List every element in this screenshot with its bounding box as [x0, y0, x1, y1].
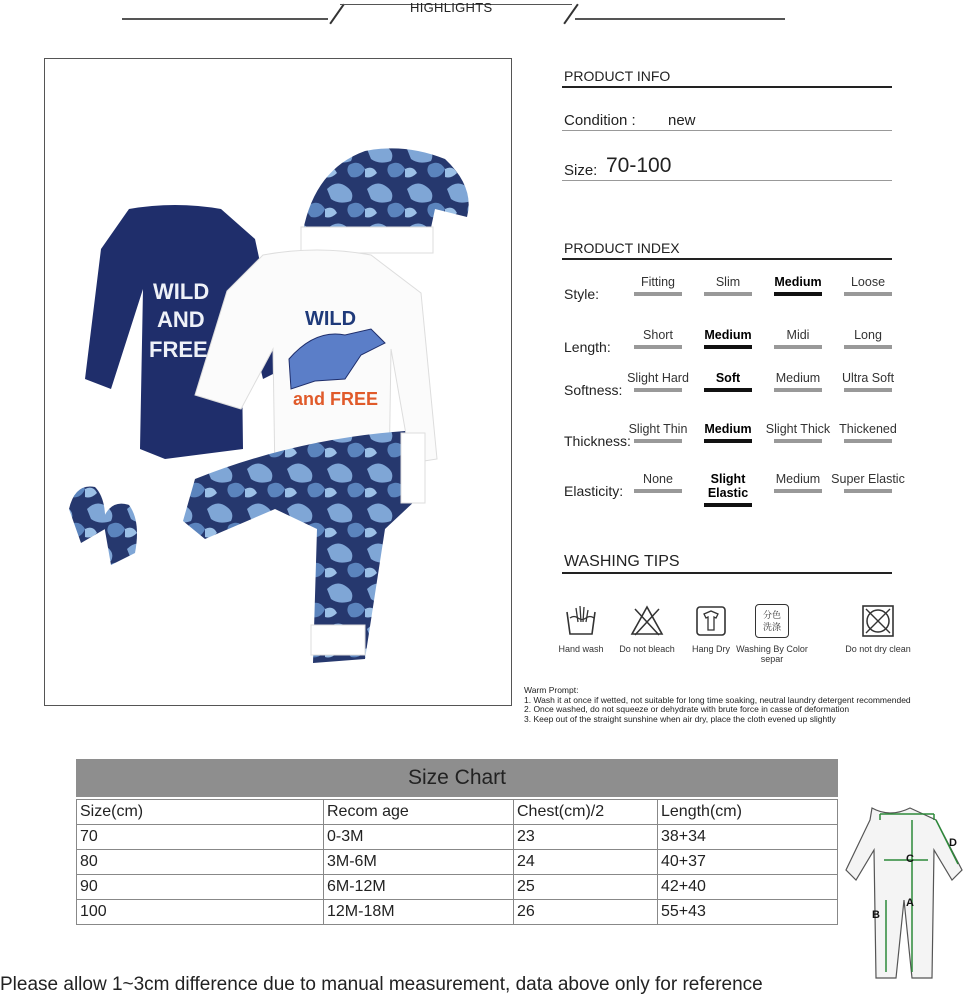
index-row-label: Thickness:	[564, 433, 631, 449]
index-option-label: Slim	[715, 275, 741, 289]
index-option-label: Midi	[786, 328, 810, 342]
no-bleach-label: Do not bleach	[619, 644, 675, 654]
index-option	[690, 371, 766, 392]
svg-text:and FREE: and FREE	[293, 389, 379, 409]
index-option	[760, 422, 836, 443]
table-cell: 24	[514, 850, 658, 875]
index-option-bar	[844, 292, 892, 296]
table-cell: 23	[514, 825, 658, 850]
index-option	[690, 422, 766, 443]
hang-dry-icon	[694, 604, 728, 638]
hang-dry-label: Hang Dry	[691, 644, 730, 654]
svg-text:WILD: WILD	[305, 308, 357, 330]
measurement-diagram	[840, 800, 968, 980]
table-cell: 0-3M	[324, 825, 514, 850]
table-cell: 55+43	[658, 900, 838, 925]
product-info-rule	[562, 86, 892, 88]
index-option-bar	[704, 439, 752, 443]
size-chart-title: Size Chart	[76, 759, 838, 797]
index-option	[830, 328, 906, 349]
index-option	[620, 472, 696, 493]
separate-colors-label: Washing By Color separ	[736, 644, 808, 664]
no-dry-clean-label: Do not dry clean	[845, 644, 911, 654]
table-cell: 6M-12M	[324, 875, 514, 900]
table-row	[77, 850, 838, 875]
index-option-bar	[634, 345, 682, 349]
index-option-label: Thickened	[839, 422, 897, 436]
index-option	[760, 371, 836, 392]
header-slash-right	[563, 4, 578, 25]
separate-colors-icon: 分色 洗涤	[755, 604, 789, 638]
index-option	[690, 275, 766, 296]
product-photo-frame	[44, 58, 512, 706]
table-cell: 80	[77, 850, 324, 875]
diagram-label-a: A	[906, 897, 914, 909]
size-chart-header-cell: Size(cm)	[77, 800, 324, 825]
diagram-label-d: D	[949, 837, 957, 849]
warm-prompt-line: 3. Keep out of the straight sunshine when air dry, place the cloth evened up slightly	[524, 713, 836, 724]
header-rule-left	[122, 18, 328, 20]
table-cell: 38+34	[658, 825, 838, 850]
product-index-rule	[562, 258, 892, 260]
index-option-label: Ultra Soft	[841, 371, 895, 385]
index-option	[830, 472, 906, 493]
warm-prompt-title: Warm Prompt:	[524, 685, 579, 695]
index-option-bar	[774, 292, 822, 296]
index-option-bar	[774, 388, 822, 392]
index-option-label: Medium	[704, 328, 752, 342]
index-option-label: Slight Thick	[765, 422, 831, 436]
table-cell: 3M-6M	[324, 850, 514, 875]
separate-colors-tip	[732, 604, 812, 664]
index-option	[620, 328, 696, 349]
warm-prompt	[524, 686, 964, 724]
index-option-bar	[704, 345, 752, 349]
svg-text:AND: AND	[157, 307, 205, 332]
washing-rule	[562, 572, 892, 574]
index-option-bar	[774, 489, 822, 493]
index-option-bar	[634, 439, 682, 443]
no-dry-clean-icon	[861, 604, 895, 638]
index-option-label: Medium	[704, 422, 752, 436]
index-option-label: Medium	[775, 371, 821, 385]
index-option-label: Short	[643, 328, 673, 342]
size-chart-header-cell: Length(cm)	[658, 800, 838, 825]
index-option	[760, 472, 836, 493]
index-option-bar	[844, 388, 892, 392]
product-index-heading: PRODUCT INDEX	[564, 240, 680, 256]
table-cell: 12M-18M	[324, 900, 514, 925]
index-option	[620, 422, 696, 443]
index-option	[830, 275, 906, 296]
index-option	[620, 371, 696, 392]
size-chart-header-row	[77, 800, 838, 825]
index-option	[760, 275, 836, 296]
hand-wash-icon	[564, 604, 598, 638]
condition-label: Condition :	[564, 112, 636, 129]
index-option-bar	[634, 388, 682, 392]
index-option-label: Slight Thin	[628, 422, 688, 436]
table-cell: 42+40	[658, 875, 838, 900]
warm-prompt-line: 2. Once washed, do not squeeze or dehydrate with brute force in casse of deformation	[524, 704, 850, 714]
index-option-bar	[634, 489, 682, 493]
size-label: Size:	[564, 162, 598, 179]
index-option-bar	[704, 292, 752, 296]
hand-wash-label: Hand wash	[558, 644, 604, 654]
index-option-label: Fitting	[640, 275, 676, 289]
table-cell: 25	[514, 875, 658, 900]
index-row-label: Softness:	[564, 382, 623, 398]
index-option-label: Medium	[775, 472, 821, 486]
svg-text:WILD: WILD	[153, 279, 210, 304]
header-slash	[329, 4, 344, 25]
index-option	[760, 328, 836, 349]
index-option	[830, 422, 906, 443]
no-bleach-icon	[630, 604, 664, 638]
index-row-label: Length:	[564, 339, 611, 355]
condition-value: new	[668, 112, 696, 129]
index-row-label: Style:	[564, 286, 600, 302]
index-option-label: None	[643, 472, 673, 486]
index-option	[830, 371, 906, 392]
size-value: 70-100	[606, 154, 672, 177]
index-option-label: Loose	[850, 275, 886, 289]
warm-prompt-line: 1. Wash it at once if wetted, not suitable for long time soaking, neutral laundry detergent recommended	[524, 694, 911, 705]
index-option-label: Slight Hard	[627, 371, 689, 385]
diagram-label-c: C	[906, 853, 914, 865]
header-rule-right	[575, 18, 785, 20]
index-option-bar	[774, 345, 822, 349]
index-option-label: Long	[854, 328, 882, 342]
index-option-bar	[844, 489, 892, 493]
index-option-label: Soft	[715, 371, 741, 385]
condition-rule	[562, 130, 892, 131]
camo-mittens	[69, 486, 137, 565]
measurement-note: Please allow 1~3cm difference due to manual measurement, data above only for reference	[0, 974, 763, 995]
index-option	[690, 472, 766, 507]
camo-hat	[301, 148, 469, 253]
index-option	[690, 328, 766, 349]
product-photo	[45, 59, 511, 705]
table-cell: 90	[77, 875, 324, 900]
table-cell: 70	[77, 825, 324, 850]
index-option-bar	[774, 439, 822, 443]
index-option-bar	[844, 345, 892, 349]
table-row	[77, 900, 838, 925]
index-option-bar	[704, 503, 752, 507]
index-option-bar	[844, 439, 892, 443]
index-option-bar	[704, 388, 752, 392]
index-row-label: Elasticity:	[564, 483, 624, 499]
size-chart-table	[76, 799, 838, 925]
product-info-heading: PRODUCT INFO	[564, 68, 671, 84]
index-option-label: Medium	[774, 275, 822, 289]
washing-heading: WASHING TIPS	[564, 553, 680, 570]
size-rule	[562, 180, 892, 181]
index-option-bar	[634, 292, 682, 296]
no-dry-clean-tip	[838, 604, 918, 654]
size-chart-header-cell: Chest(cm)/2	[514, 800, 658, 825]
index-option	[620, 275, 696, 296]
table-row	[77, 825, 838, 850]
svg-text:FREE: FREE	[149, 337, 208, 362]
size-chart-header-cell: Recom age	[324, 800, 514, 825]
diagram-label-b: B	[872, 909, 880, 921]
table-cell: 26	[514, 900, 658, 925]
index-option-label: Super Elastic	[831, 472, 905, 486]
index-option-label: Slight Elastic	[707, 472, 749, 500]
header-title: HIGHLIGHTS	[410, 0, 493, 15]
table-cell: 40+37	[658, 850, 838, 875]
table-cell: 100	[77, 900, 324, 925]
camo-pants	[183, 431, 425, 663]
table-row	[77, 875, 838, 900]
